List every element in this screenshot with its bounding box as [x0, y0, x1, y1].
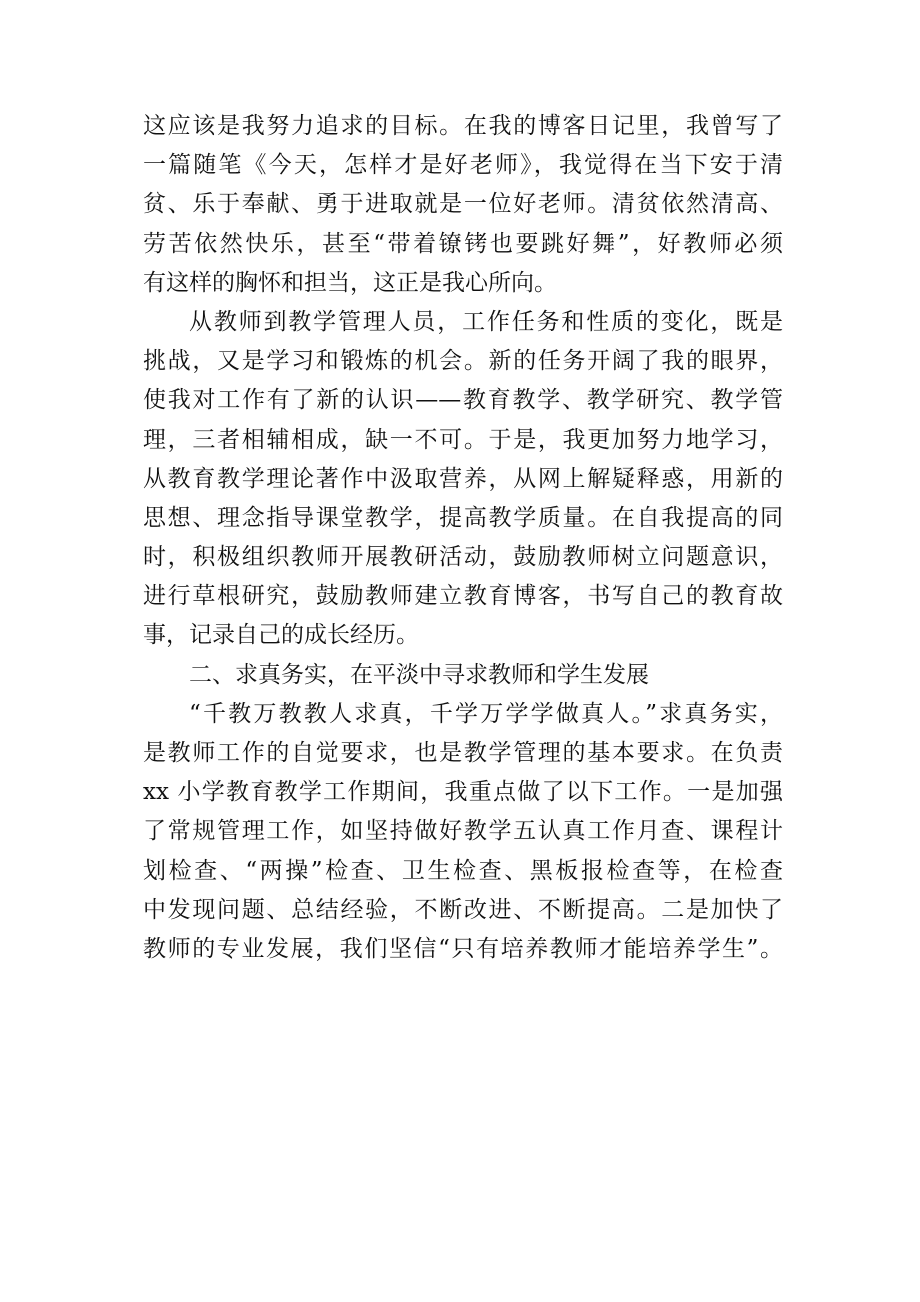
text-line: 是教师工作的自觉要求，也是教学管理的基本要求。在负责 — [143, 740, 783, 766]
text-line: “千教万教教人求真，千学万学学做真人。”求真务实， — [189, 700, 783, 727]
text-line: 事，记录自己的成长经历。 — [143, 622, 419, 649]
text-line: 使我对工作有了新的认识——教育教学、教学研究、教学管 — [143, 387, 783, 414]
text-line: 从教育教学理论著作中汲取营养，从网上解疑释惑，用新的 — [143, 465, 783, 492]
text-line: 这应该是我努力追求的目标。在我的博客日记里，我曾写了 — [143, 113, 783, 139]
text-line: 了常规管理工作，如坚持做好教学五认真工作月查、课程计 — [143, 818, 783, 845]
text-line: xx 小学教育教学工作期间，我重点做了以下工作。一是加强 — [143, 779, 783, 806]
text-line: 有这样的胸怀和担当，这正是我心所向。 — [143, 269, 557, 296]
text-line: 从教师到教学管理人员，工作任务和性质的变化，既是 — [189, 308, 783, 335]
text-line: 划检查、“两操”检查、卫生检查、黑板报检查等，在检查 — [143, 857, 783, 884]
text-line: 贫、乐于奉献、勇于进取就是一位好老师。清贫依然清高、 — [143, 191, 783, 218]
text-line: 理，三者相辅相成，缺一不可。于是，我更加努力地学习， — [143, 426, 783, 453]
text-line: 进行草根研究，鼓励教师建立教育博客，书写自己的教育故 — [143, 583, 783, 610]
text-line: 教师的专业发展，我们坚信“只有培养教师才能培养学生”。 — [143, 935, 783, 962]
text-line: 劳苦依然快乐，甚至“带着镣铐也要跳好舞”，好教师必须 — [143, 230, 783, 257]
text-line: 一篇随笔《今天，怎样才是好老师》，我觉得在当下安于清 — [143, 152, 783, 179]
text-line: 时，积极组织教师开展教研活动，鼓励教师树立问题意识， — [143, 544, 783, 571]
text-line: 挑战，又是学习和锻炼的机会。新的任务开阔了我的眼界， — [143, 348, 783, 375]
text-line: 思想、理念指导课堂教学，提高教学质量。在自我提高的同 — [143, 504, 783, 531]
text-line: 二、求真务实，在平淡中寻求教师和学生发展 — [189, 661, 649, 688]
text-line: 中发现问题、总结经验，不断改进、不断提高。二是加快了 — [143, 896, 783, 923]
document-body — [143, 107, 783, 969]
